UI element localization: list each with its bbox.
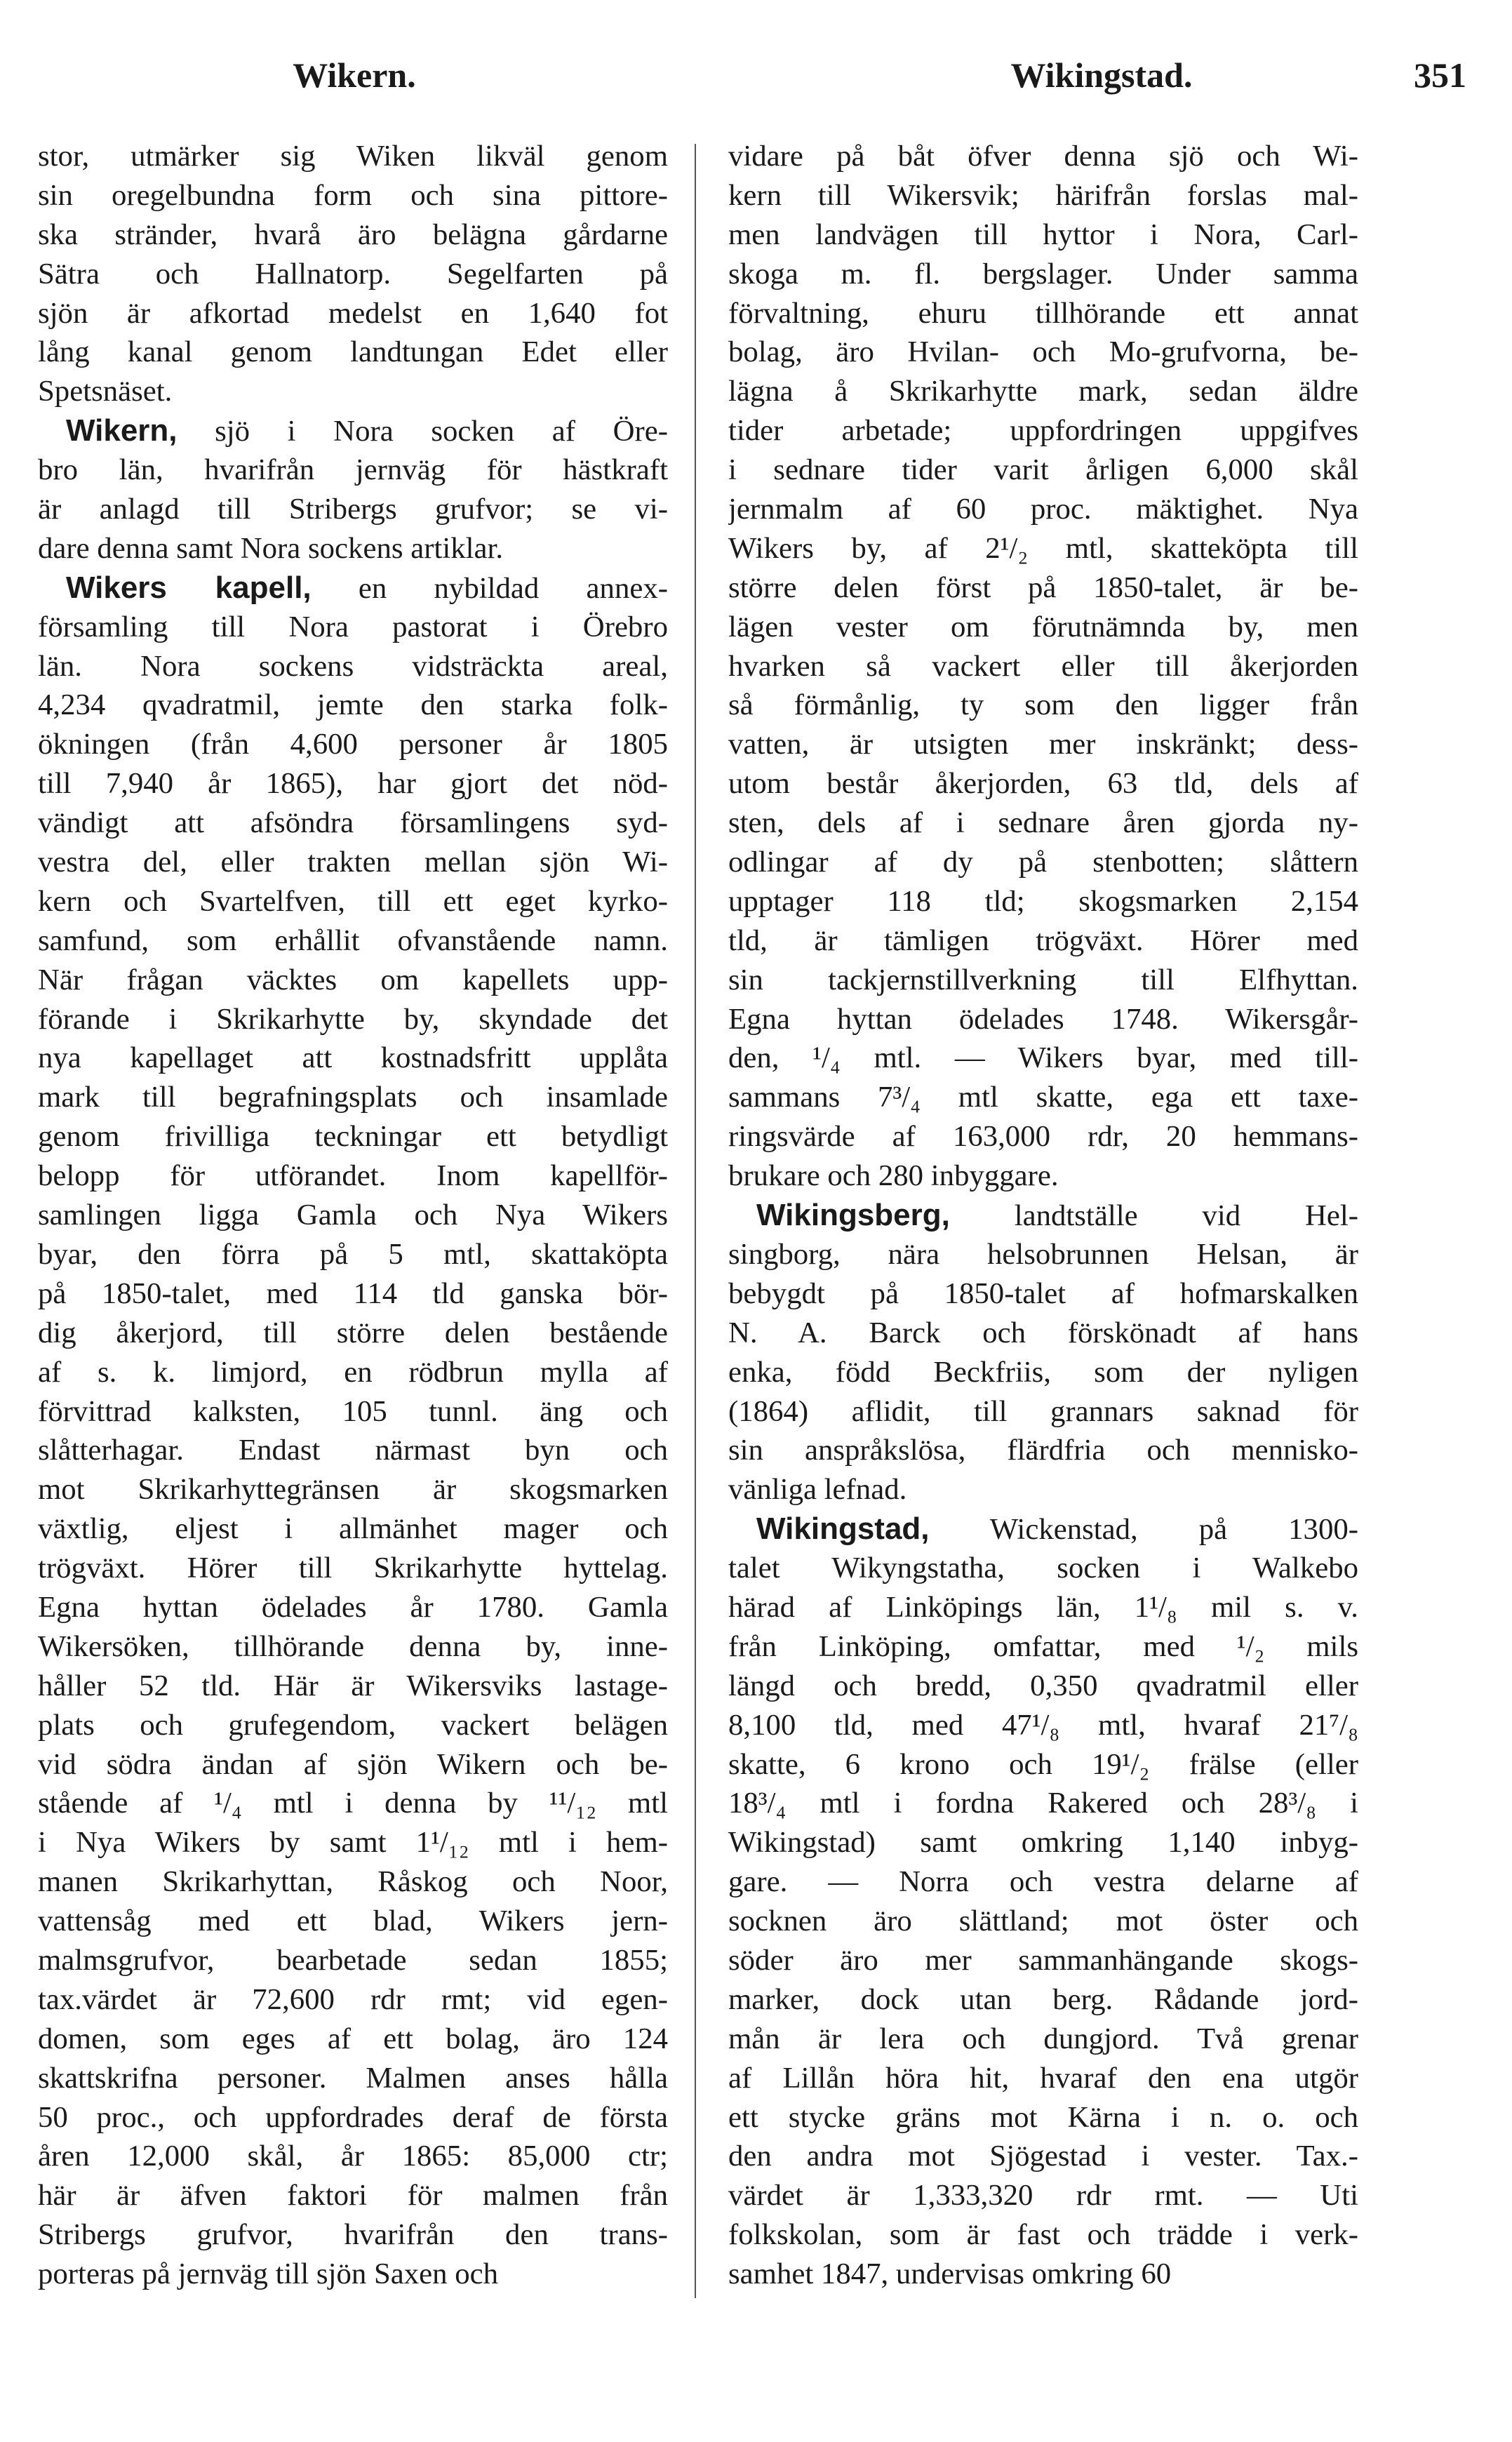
text-line: socknen äro slättland; mot öster och <box>728 1904 1358 1938</box>
text-line: värdet är 1,333,320 rdr rmt. — Uti <box>728 2179 1358 2213</box>
text-line: ökningen (från 4,600 personer år 1805 <box>38 728 668 761</box>
text-line: vid södra ändan af sjön Wikern och be- <box>38 1747 668 1781</box>
text-line: söder äro mer sammanhängande skogs- <box>728 1943 1358 1977</box>
text-line: tax.värdet är 72,600 rdr rmt; vid egen- <box>38 1982 668 2016</box>
text-line: upptager 118 tld; skogsmarken 2,154 <box>728 884 1358 918</box>
text-line: lägna å Skrikarhytte mark, sedan äldre <box>728 375 1358 408</box>
text-line: 50 proc., och uppfordrades deraf de första <box>38 2100 668 2134</box>
text-line: här är äfven faktori för malmen från <box>38 2179 668 2213</box>
text-line: gare. — Norra och vestra delarne af <box>728 1865 1358 1899</box>
text-line: bolag, äro Hvilan- och Mo-grufvorna, be- <box>728 335 1358 369</box>
text-line: ringsvärde af 163,000 rdr, 20 hemmans- <box>728 1120 1358 1154</box>
text-line: vatten, är utsigten mer inskränkt; dess- <box>728 728 1358 761</box>
text-line: så förmånlig, ty som den ligger från <box>728 688 1358 722</box>
column-divider <box>695 144 696 2298</box>
text-line: N. A. Barck och förskönadt af hans <box>728 1316 1358 1349</box>
left-running-head: Wikern. <box>293 55 416 95</box>
text-line: skattskrifna personer. Malmen anses hålla <box>38 2061 668 2095</box>
text-line: Egna hyttan ödelades 1748. Wikersgår- <box>728 1002 1358 1036</box>
text-line: vestra del, eller trakten mellan sjön Wi- <box>38 846 668 879</box>
text-line: talet Wikyngstatha, socken i Walkebo <box>728 1552 1358 1585</box>
text-line: folkskolan, som är fast och trädde i verk- <box>728 2218 1358 2252</box>
text-line: När frågan väcktes om kapellets upp- <box>38 963 668 996</box>
text-line: lägen vester om förutnämnda by, men <box>728 610 1358 643</box>
right-running-head: Wikingstad. <box>1010 55 1193 95</box>
entry-headword: Wikingstad, <box>756 1512 930 1547</box>
text-line: belopp för utförandet. Inom kapellför- <box>38 1159 668 1193</box>
text-line: men landvägen till hyttor i Nora, Carl- <box>728 218 1358 251</box>
text-line: (1864) aflidit, till grannars saknad för <box>728 1394 1358 1428</box>
text-line: stående af ¹/₄ mtl i denna by ¹¹/₁₂ mtl <box>38 1787 668 1820</box>
text-line: domen, som eges af ett bolag, äro 124 <box>38 2022 668 2055</box>
text-line: skoga m. fl. bergslager. Under samma <box>728 257 1358 291</box>
text-line: håller 52 tld. Här är Wikersviks lastage- <box>38 1669 668 1702</box>
text-line: sten, dels af i sednare åren gjorda ny- <box>728 806 1358 840</box>
text-line: förvaltning, ehuru tillhörande ett annat <box>728 296 1358 330</box>
text-line: genom frivilliga teckningar ett betydligt <box>38 1120 668 1154</box>
text-line: mot Skrikarhyttegränsen är skogsmarken <box>38 1473 668 1507</box>
text-line: vändigt att afsöndra församlingens syd- <box>38 806 668 840</box>
entry-headword: Wikingsberg, <box>756 1198 950 1233</box>
text-line: brukare och 280 inbyggare. <box>728 1159 1059 1193</box>
text-line: härad af Linköpings län, 1¹/₈ mil s. v. <box>728 1590 1358 1624</box>
text-line: dig åkerjord, till större delen bestående <box>38 1316 668 1349</box>
text-line: 18³/₄ mtl i fordna Rakered och 28³/₈ i <box>728 1787 1358 1820</box>
entry-headword: Wikers kapell, <box>66 570 312 605</box>
text-line: vänliga lefnad. <box>728 1473 907 1507</box>
text-line: dare denna samt Nora sockens artiklar. <box>38 531 504 565</box>
text-line: mark till begrafningsplats och insamlade <box>38 1081 668 1114</box>
text-line: malmsgrufvor, bearbetade sedan 1855; <box>38 1943 668 1977</box>
page-number: 351 <box>1414 55 1466 95</box>
text-line: marker, dock utan berg. Rådande jord- <box>728 1982 1358 2016</box>
text-line: byar, den förra på 5 mtl, skattaköpta <box>38 1237 668 1271</box>
text-line: samlingen ligga Gamla och Nya Wikers <box>38 1199 668 1232</box>
text-line: sjön är afkortad medelst en 1,640 fot <box>38 296 668 330</box>
text-line: sammans 7³/₄ mtl skatte, ega ett taxe- <box>728 1081 1358 1114</box>
text-line: 8,100 tld, med 47¹/₈ mtl, hvaraf 21⁷/₈ <box>728 1708 1358 1742</box>
text-line: porteras på jernväg till sjön Saxen och <box>38 2257 499 2291</box>
text-line: längd och bredd, 0,350 qvadratmil eller <box>728 1669 1358 1702</box>
text-line: Spetsnäset. <box>38 375 173 408</box>
text-line: trögväxt. Hörer till Skrikarhytte hyttelag. <box>38 1552 668 1585</box>
text-line: församling till Nora pastorat i Örebro <box>38 610 668 643</box>
text-line: i sednare tider varit årligen 6,000 skål <box>728 453 1358 487</box>
text-line: af Lillån höra hit, hvaraf den ena utgör <box>728 2061 1358 2095</box>
text-line: enka, född Beckfriis, som der nyligen <box>728 1355 1358 1389</box>
right-column <box>728 137 1358 2294</box>
text-line: Wikers kapell, en nybildad annex- <box>66 570 668 605</box>
text-line: förvittrad kalksten, 105 tunnl. äng och <box>38 1394 668 1428</box>
text-line: sin anspråkslösa, flärdfria och mennisko- <box>728 1434 1358 1467</box>
text-line: stor, utmärker sig Wiken likväl genom <box>38 140 668 173</box>
text-line: växtlig, eljest i allmänhet mager och <box>38 1512 668 1546</box>
text-line: sin oregelbundna form och sina pittore- <box>38 178 668 212</box>
text-line: mån är lera och dungjord. Två grenar <box>728 2022 1358 2055</box>
text-line: är anlagd till Stribergs grufvor; se vi- <box>38 493 668 526</box>
entry-headword: Wikern, <box>66 413 178 448</box>
text-line: 4,234 qvadratmil, jemte den starka folk- <box>38 688 668 722</box>
text-line: singborg, nära helsobrunnen Helsan, är <box>728 1237 1358 1271</box>
text-line: Wikersöken, tillhörande denna by, inne- <box>38 1629 668 1663</box>
text-line: vattensåg med ett blad, Wikers jern- <box>38 1904 668 1938</box>
text-line: bro län, hvarifrån jernväg för hästkraft <box>38 453 668 487</box>
text-line: jernmalm af 60 proc. mäktighet. Nya <box>728 493 1358 526</box>
text-line: samfund, som erhållit ofvanstående namn. <box>38 923 668 957</box>
text-line: tider arbetade; uppfordringen uppgifves <box>728 414 1358 448</box>
text-line: i Nya Wikers by samt 1¹/₁₂ mtl i hem- <box>38 1826 668 1860</box>
text-line: slåtterhagar. Endast närmast byn och <box>38 1434 668 1467</box>
text-line: större delen först på 1850-talet, är be- <box>728 571 1358 604</box>
text-line: sin tackjernstillverkning till Elfhyttan. <box>728 963 1358 996</box>
text-line: kern och Svartelfven, till ett eget kyrko- <box>38 884 668 918</box>
text-line: förande i Skrikarhytte by, skyndade det <box>38 1002 668 1036</box>
text-line: åren 12,000 skål, år 1865: 85,000 ctr; <box>38 2140 668 2173</box>
text-line: hvarken så vackert eller till åkerjorden <box>728 649 1358 683</box>
text-line: manen Skrikarhyttan, Råskog och Noor, <box>38 1865 668 1899</box>
text-line: Stribergs grufvor, hvarifrån den trans- <box>38 2218 668 2252</box>
text-line: till 7,940 år 1865), har gjort det nöd- <box>38 767 668 801</box>
text-line: Wikingstad, Wickenstad, på 1300- <box>756 1512 1358 1547</box>
text-line: nya kapellaget att kostnadsfritt upplåta <box>38 1041 668 1075</box>
text-line: vidare på båt öfver denna sjö och Wi- <box>728 140 1358 173</box>
text-line: Egna hyttan ödelades år 1780. Gamla <box>38 1590 668 1624</box>
text-line: från Linköping, omfattar, med ¹/₂ mils <box>728 1629 1358 1663</box>
text-line: den, ¹/₄ mtl. — Wikers byar, med till- <box>728 1041 1358 1075</box>
text-line: odlingar af dy på stenbotten; slåttern <box>728 846 1358 879</box>
text-line: plats och grufegendom, vackert belägen <box>38 1708 668 1742</box>
text-line: ett stycke gräns mot Kärna i n. o. och <box>728 2100 1358 2134</box>
text-line: samhet 1847, undervisas omkring 60 <box>728 2257 1172 2291</box>
text-line: skatte, 6 krono och 19¹/₂ frälse (eller <box>728 1747 1358 1781</box>
text-line: utom består åkerjorden, 63 tld, dels af <box>728 767 1358 801</box>
text-line: bebygdt på 1850-talet af hofmarskalken <box>728 1276 1358 1310</box>
text-line: tld, är tämligen trögväxt. Hörer med <box>728 923 1358 957</box>
text-line: af s. k. limjord, en rödbrun mylla af <box>38 1355 668 1389</box>
text-line: på 1850-talet, med 114 tld ganska bör- <box>38 1276 668 1310</box>
left-column <box>38 137 668 2294</box>
text-line: Wikern, sjö i Nora socken af Öre- <box>66 413 668 448</box>
text-line: ska stränder, hvarå äro belägna gårdarne <box>38 218 668 251</box>
text-line: Wikingsberg, landtställe vid Hel- <box>756 1198 1358 1233</box>
text-line: Sätra och Hallnatorp. Segelfarten på <box>38 257 668 291</box>
text-line: den andra mot Sjögestad i vester. Tax.- <box>728 2140 1358 2173</box>
text-line: län. Nora sockens vidsträckta areal, <box>38 649 668 683</box>
text-line: lång kanal genom landtungan Edet eller <box>38 335 668 369</box>
text-line: Wikingstad) samt omkring 1,140 inbyg- <box>728 1826 1358 1860</box>
text-line: kern till Wikersvik; härifrån forslas mal- <box>728 178 1358 212</box>
text-line: Wikers by, af 2¹/₂ mtl, skatteköpta till <box>728 531 1358 565</box>
